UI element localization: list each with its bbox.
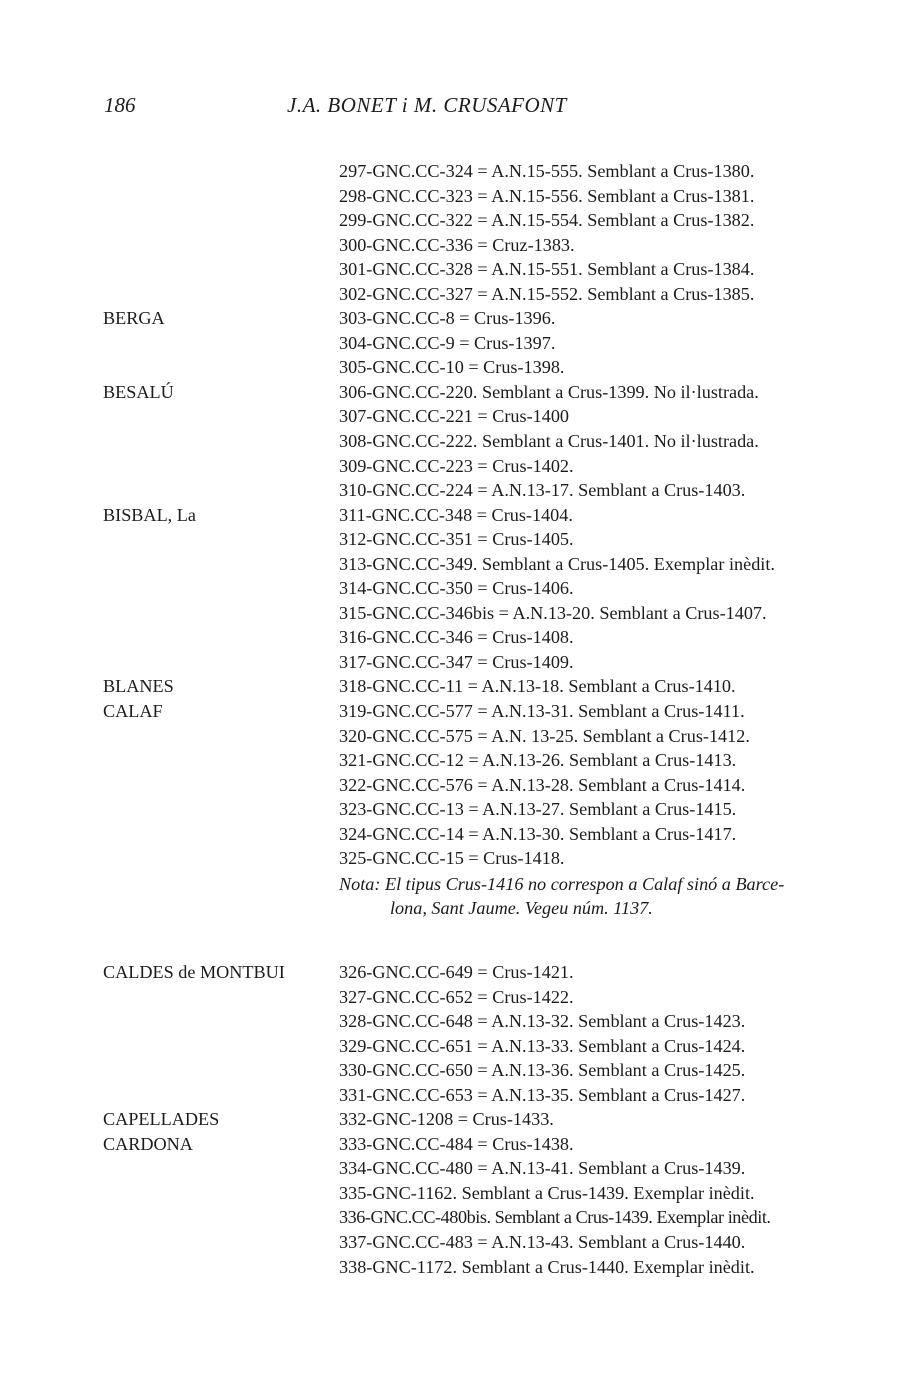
entry-text: 313-GNC.CC-349. Semblant a Crus-1405. Exemplar inèdit. [339,553,775,574]
catalogue-entry [0,699,913,724]
entry-text: 336-GNC.CC-480bis. Semblant a Crus-1439. Exemplar inèdit. [339,1207,771,1228]
entry-text: 297-GNC.CC-324 = A.N.15-555. Semblant a Crus-1380. [339,161,755,181]
catalogue-entry [0,1156,913,1181]
catalogue-entry [0,208,913,233]
entry-text: 312-GNC.CC-351 = Crus-1405. [339,529,574,550]
entry-text: 304-GNC.CC-9 = Crus-1397. [339,332,556,353]
catalogue-entry [0,503,913,528]
catalogue-entry [0,846,913,871]
place-name: CAPELLADES [103,1109,220,1130]
entry-text: 320-GNC.CC-575 = A.N. 13-25. Semblant a Crus-1412. [339,725,750,746]
place-name: CALDES de MONTBUI [103,962,285,982]
entry-text: 307-GNC.CC-221 = Crus-1400 [339,406,570,427]
place-name: BERGA [103,308,165,329]
catalogue-entry [0,233,913,258]
entry-text: 325-GNC.CC-15 = Crus-1418. [339,848,565,869]
catalogue-entry [0,1034,913,1059]
catalogue-entry [0,650,913,675]
catalogue-entry [0,478,913,503]
entry-text: 298-GNC.CC-323 = A.N.15-556. Semblant a Crus-1381. [339,185,755,206]
catalogue-entry [0,601,913,626]
catalogue-entry [0,625,913,650]
catalogue-entry [0,960,913,985]
entry-text: 308-GNC.CC-222. Semblant a Crus-1401. No il·lustrada. [339,431,759,452]
footnote [339,872,859,921]
entry-text: 335-GNC-1162. Semblant a Crus-1439. Exemplar inèdit. [339,1182,755,1203]
entry-text: 318-GNC.CC-11 = A.N.13-18. Semblant a Crus-1410. [339,676,736,697]
footnote-line-1: Nota: El tipus Crus-1416 no correspon a Calaf sinó a Barce- [339,873,785,894]
entry-text: 326-GNC.CC-649 = Crus-1421. [339,962,574,982]
place-name: CARDONA [103,1133,193,1154]
entry-text: 306-GNC.CC-220. Semblant a Crus-1399. No il·lustrada. [339,381,759,402]
catalogue-entry [0,797,913,822]
entry-text: 321-GNC.CC-12 = A.N.13-26. Semblant a Crus-1413. [339,750,737,771]
catalogue-entry [0,1058,913,1083]
place-name: BLANES [103,676,174,697]
catalogue-entry [0,355,913,380]
entry-text: 327-GNC.CC-652 = Crus-1422. [339,986,574,1007]
catalogue-entry [0,985,913,1010]
entry-text: 309-GNC.CC-223 = Crus-1402. [339,455,574,476]
catalogue-entry [0,1205,913,1230]
catalogue-entry [0,674,913,699]
running-title: J.A. BONET i M. CRUSAFONT [287,93,567,117]
catalogue-entry [0,822,913,847]
footnote-line-2: lona, Sant Jaume. Vegeu núm. 1137. [390,898,653,919]
entry-text: 333-GNC.CC-484 = Crus-1438. [339,1133,574,1154]
entry-text: 331-GNC.CC-653 = A.N.13-35. Semblant a Crus-1427. [339,1084,746,1105]
catalogue-entry [0,282,913,307]
entries-block-1 [0,159,913,871]
entry-text: 332-GNC-1208 = Crus-1433. [339,1109,554,1130]
place-name: BISBAL, La [103,504,196,525]
place-name: BESALÚ [103,381,174,402]
entry-text: 323-GNC.CC-13 = A.N.13-27. Semblant a Crus-1415. [339,799,737,820]
entry-text: 337-GNC.CC-483 = A.N.13-43. Semblant a Crus-1440. [339,1232,746,1253]
entry-text: 328-GNC.CC-648 = A.N.13-32. Semblant a Crus-1423. [339,1011,746,1032]
entry-text: 324-GNC.CC-14 = A.N.13-30. Semblant a Crus-1417. [339,823,737,844]
place-name: CALAF [103,701,163,722]
catalogue-entry [0,527,913,552]
catalogue-entry [0,1255,913,1280]
catalogue-entry [0,773,913,798]
entry-text: 316-GNC.CC-346 = Crus-1408. [339,627,574,648]
entry-text: 301-GNC.CC-328 = A.N.15-551. Semblant a Crus-1384. [339,259,755,280]
entry-text: 300-GNC.CC-336 = Cruz-1383. [339,234,575,255]
entry-text: 322-GNC.CC-576 = A.N.13-28. Semblant a Crus-1414. [339,774,746,795]
catalogue-entry [0,306,913,331]
entry-text: 317-GNC.CC-347 = Crus-1409. [339,651,574,672]
entry-text: 299-GNC.CC-322 = A.N.15-554. Semblant a Crus-1382. [339,210,755,231]
catalogue-entry [0,552,913,577]
catalogue-entry [0,331,913,356]
entry-text: 315-GNC.CC-346bis = A.N.13-20. Semblant a Crus-1407. [339,602,767,623]
entry-text: 305-GNC.CC-10 = Crus-1398. [339,357,565,378]
entry-text: 310-GNC.CC-224 = A.N.13-17. Semblant a Crus-1403. [339,480,746,501]
catalogue-entry [0,1009,913,1034]
entry-text: 311-GNC.CC-348 = Crus-1404. [339,504,573,525]
entries-block-2 [0,960,913,1279]
entry-text: 329-GNC.CC-651 = A.N.13-33. Semblant a Crus-1424. [339,1035,746,1056]
catalogue-entry [0,724,913,749]
entry-text: 319-GNC.CC-577 = A.N.13-31. Semblant a Crus-1411. [339,701,745,722]
catalogue-entry [0,1181,913,1206]
catalogue-entry [0,576,913,601]
entry-text: 302-GNC.CC-327 = A.N.15-552. Semblant a Crus-1385. [339,283,755,304]
entry-text: 334-GNC.CC-480 = A.N.13-41. Semblant a Crus-1439. [339,1158,746,1179]
catalogue-entry [0,429,913,454]
catalogue-entry [0,1083,913,1108]
catalogue-entry [0,159,913,184]
entry-text: 314-GNC.CC-350 = Crus-1406. [339,578,574,599]
entry-text: 330-GNC.CC-650 = A.N.13-36. Semblant a Crus-1425. [339,1060,746,1081]
catalogue-entry [0,454,913,479]
catalogue-entry [0,184,913,209]
catalogue-entry [0,748,913,773]
entry-text: 303-GNC.CC-8 = Crus-1396. [339,308,556,329]
catalogue-entry [0,1230,913,1255]
catalogue-entry [0,1107,913,1132]
page-number: 186 [104,93,136,117]
page-header [0,93,913,123]
catalogue-entry [0,1132,913,1157]
catalogue-entry [0,404,913,429]
entry-text: 338-GNC-1172. Semblant a Crus-1440. Exemplar inèdit. [339,1256,755,1277]
catalogue-entry [0,257,913,282]
catalogue-entry [0,380,913,405]
